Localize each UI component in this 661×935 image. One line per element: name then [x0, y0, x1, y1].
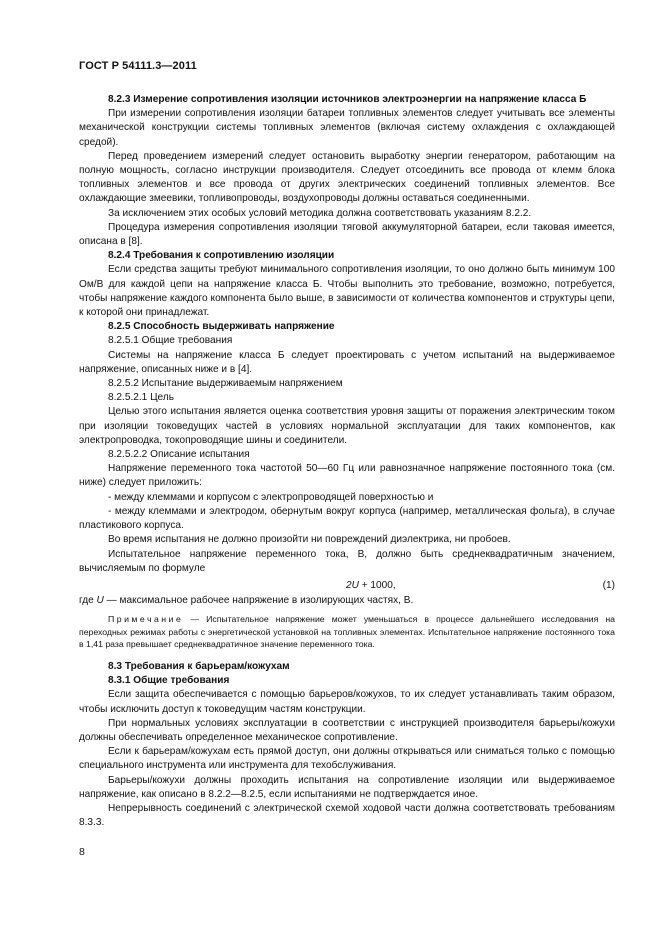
- heading-8-2-5-2: 8.2.5.2 Испытание выдерживаемым напряжением: [108, 378, 343, 390]
- paragraph: За исключением этих особых условий методика должна соответствовать указаниям 8.2.2.: [108, 207, 532, 219]
- heading-8-2-5-2-1: 8.2.5.2.1 Цель: [108, 392, 174, 404]
- paragraph: Напряжение переменного тока частотой 50—60 Гц или равнозначное напряжение постоянного тока (см. ниже) следует приложить:: [79, 463, 615, 489]
- note-label: Примечание: [108, 614, 184, 625]
- heading-8-2-4: 8.2.4 Требования к сопротивлению изоляции: [108, 250, 335, 262]
- paragraph: Во время испытания не должно произойти ни повреждений диэлектрика, ни пробоев.: [108, 534, 511, 546]
- heading-8-2-5-2-2: 8.2.5.2.2 Описание испытания: [108, 449, 250, 461]
- paragraph: Барьеры/кожухи должны проходить испытания на сопротивление изоляции или выдерживаемое напряжение, как описано в 8.2.2—8.2.5, если испытаниями не подтверждается иное.: [79, 774, 615, 800]
- standard-header: ГОСТ Р 54111.3—2011: [79, 60, 197, 72]
- paragraph: Если к барьерам/кожухам есть прямой доступ, они должны открываться или сниматься только с помощью специального инструмента или инструмента для техобслуживания.: [79, 746, 615, 772]
- list-item: - между клеммами и корпусом с электропроводящей поверхностью и: [108, 491, 434, 503]
- paragraph: При измерении сопротивления изоляции батареи топливных элементов следует учитывать все элементы механической конструкции системы топливных элементов (включая систему охлаждения с охлаждающей средой).: [79, 108, 615, 148]
- formula-expression: 2U + 1000,: [346, 579, 396, 591]
- page-number: 8: [79, 846, 85, 858]
- paragraph: При нормальных условиях эксплуатации в соответствии с инструкцией производителя барьеры/кожухи должны обеспечивать определенное механическое сопротивление.: [79, 717, 615, 743]
- heading-8-2-5: 8.2.5 Способность выдерживать напряжение: [108, 321, 335, 333]
- paragraph: Целью этого испытания является оценка соответствия уровня защиты от поражения электрическим током при изоляции токоведущих частей в условиях нормальной эксплуатации для таких компонентов, как электропроводка, токопроводящие шины и соединители.: [79, 406, 615, 446]
- heading-8-3: 8.3 Требования к барьерам/кожухам: [108, 660, 290, 672]
- paragraph: Перед проведением измерений следует остановить выработку энергии генератором, работающим на полную мощность, согласно инструкции производителя. Следует отсоединить все провода от клемм блока топливных элементов и все провода от других электрических соединений топливных элементов. Все охлаждающие змеевики, топливопроводы, воздухопроводы должны оставаться соединенными.: [79, 150, 615, 205]
- paragraph: Если защита обеспечивается с помощью барьеров/кожухов, то их следует устанавливать таким образом, чтобы исключить доступ к токоведущим частям конструкции.: [79, 689, 615, 715]
- paragraph: Если средства защиты требуют минимального сопротивления изоляции, то оно должно быть минимум 100 Ом/В для каждой цепи на напряжение класса Б. Чтобы выполнить это требование, возможно, потребуется, чтобы напряжение каждого компонента было выше, в зависимости от количества компонентов и структуры цепи, к которой они принадлежат.: [79, 264, 615, 319]
- paragraph: Системы на напряжение класса Б следует проектировать с учетом испытаний на выдерживаемое напряжение, описанных ниже и в [4].: [79, 349, 615, 375]
- heading-8-3-1: 8.3.1 Общие требования: [108, 675, 230, 687]
- document-body: [79, 93, 615, 830]
- formula-number: (1): [602, 579, 615, 591]
- heading-8-2-5-1: 8.2.5.1 Общие требования: [108, 335, 233, 347]
- paragraph: Испытательное напряжение переменного тока, В, должно быть среднеквадратичным значением, вычисляемым по формуле: [79, 548, 615, 574]
- list-item: - между клеммами и электродом, обернутым вокруг корпуса (например, металлическая фольга), в случае пластикового корпуса.: [79, 505, 615, 532]
- note: [79, 613, 615, 650]
- formula-where: где U — максимальное рабочее напряжение в изолирующих частях, В.: [79, 595, 414, 607]
- formula: [79, 579, 615, 593]
- paragraph: Процедура измерения сопротивления изоляции тяговой аккумуляторной батареи, если таковая имеется, описана в [8].: [79, 221, 615, 248]
- paragraph: Непрерывность соединений с электрической схемой ходовой части должна соответствовать требованиям 8.3.3.: [79, 802, 615, 829]
- heading-8-2-3: 8.2.3 Измерение сопротивления изоляции источников электроэнергии на напряжение класса Б: [108, 94, 587, 105]
- note-text: — Испытательное напряжение может уменьшаться в процессе дальнейшего исследования на переходных режимах работы с энергетической установкой на топливных элементах. Испытательное напряжение постоянного тока в 1,41 раза превышает среднеквадратичное значение переменного тока.: [79, 614, 615, 649]
